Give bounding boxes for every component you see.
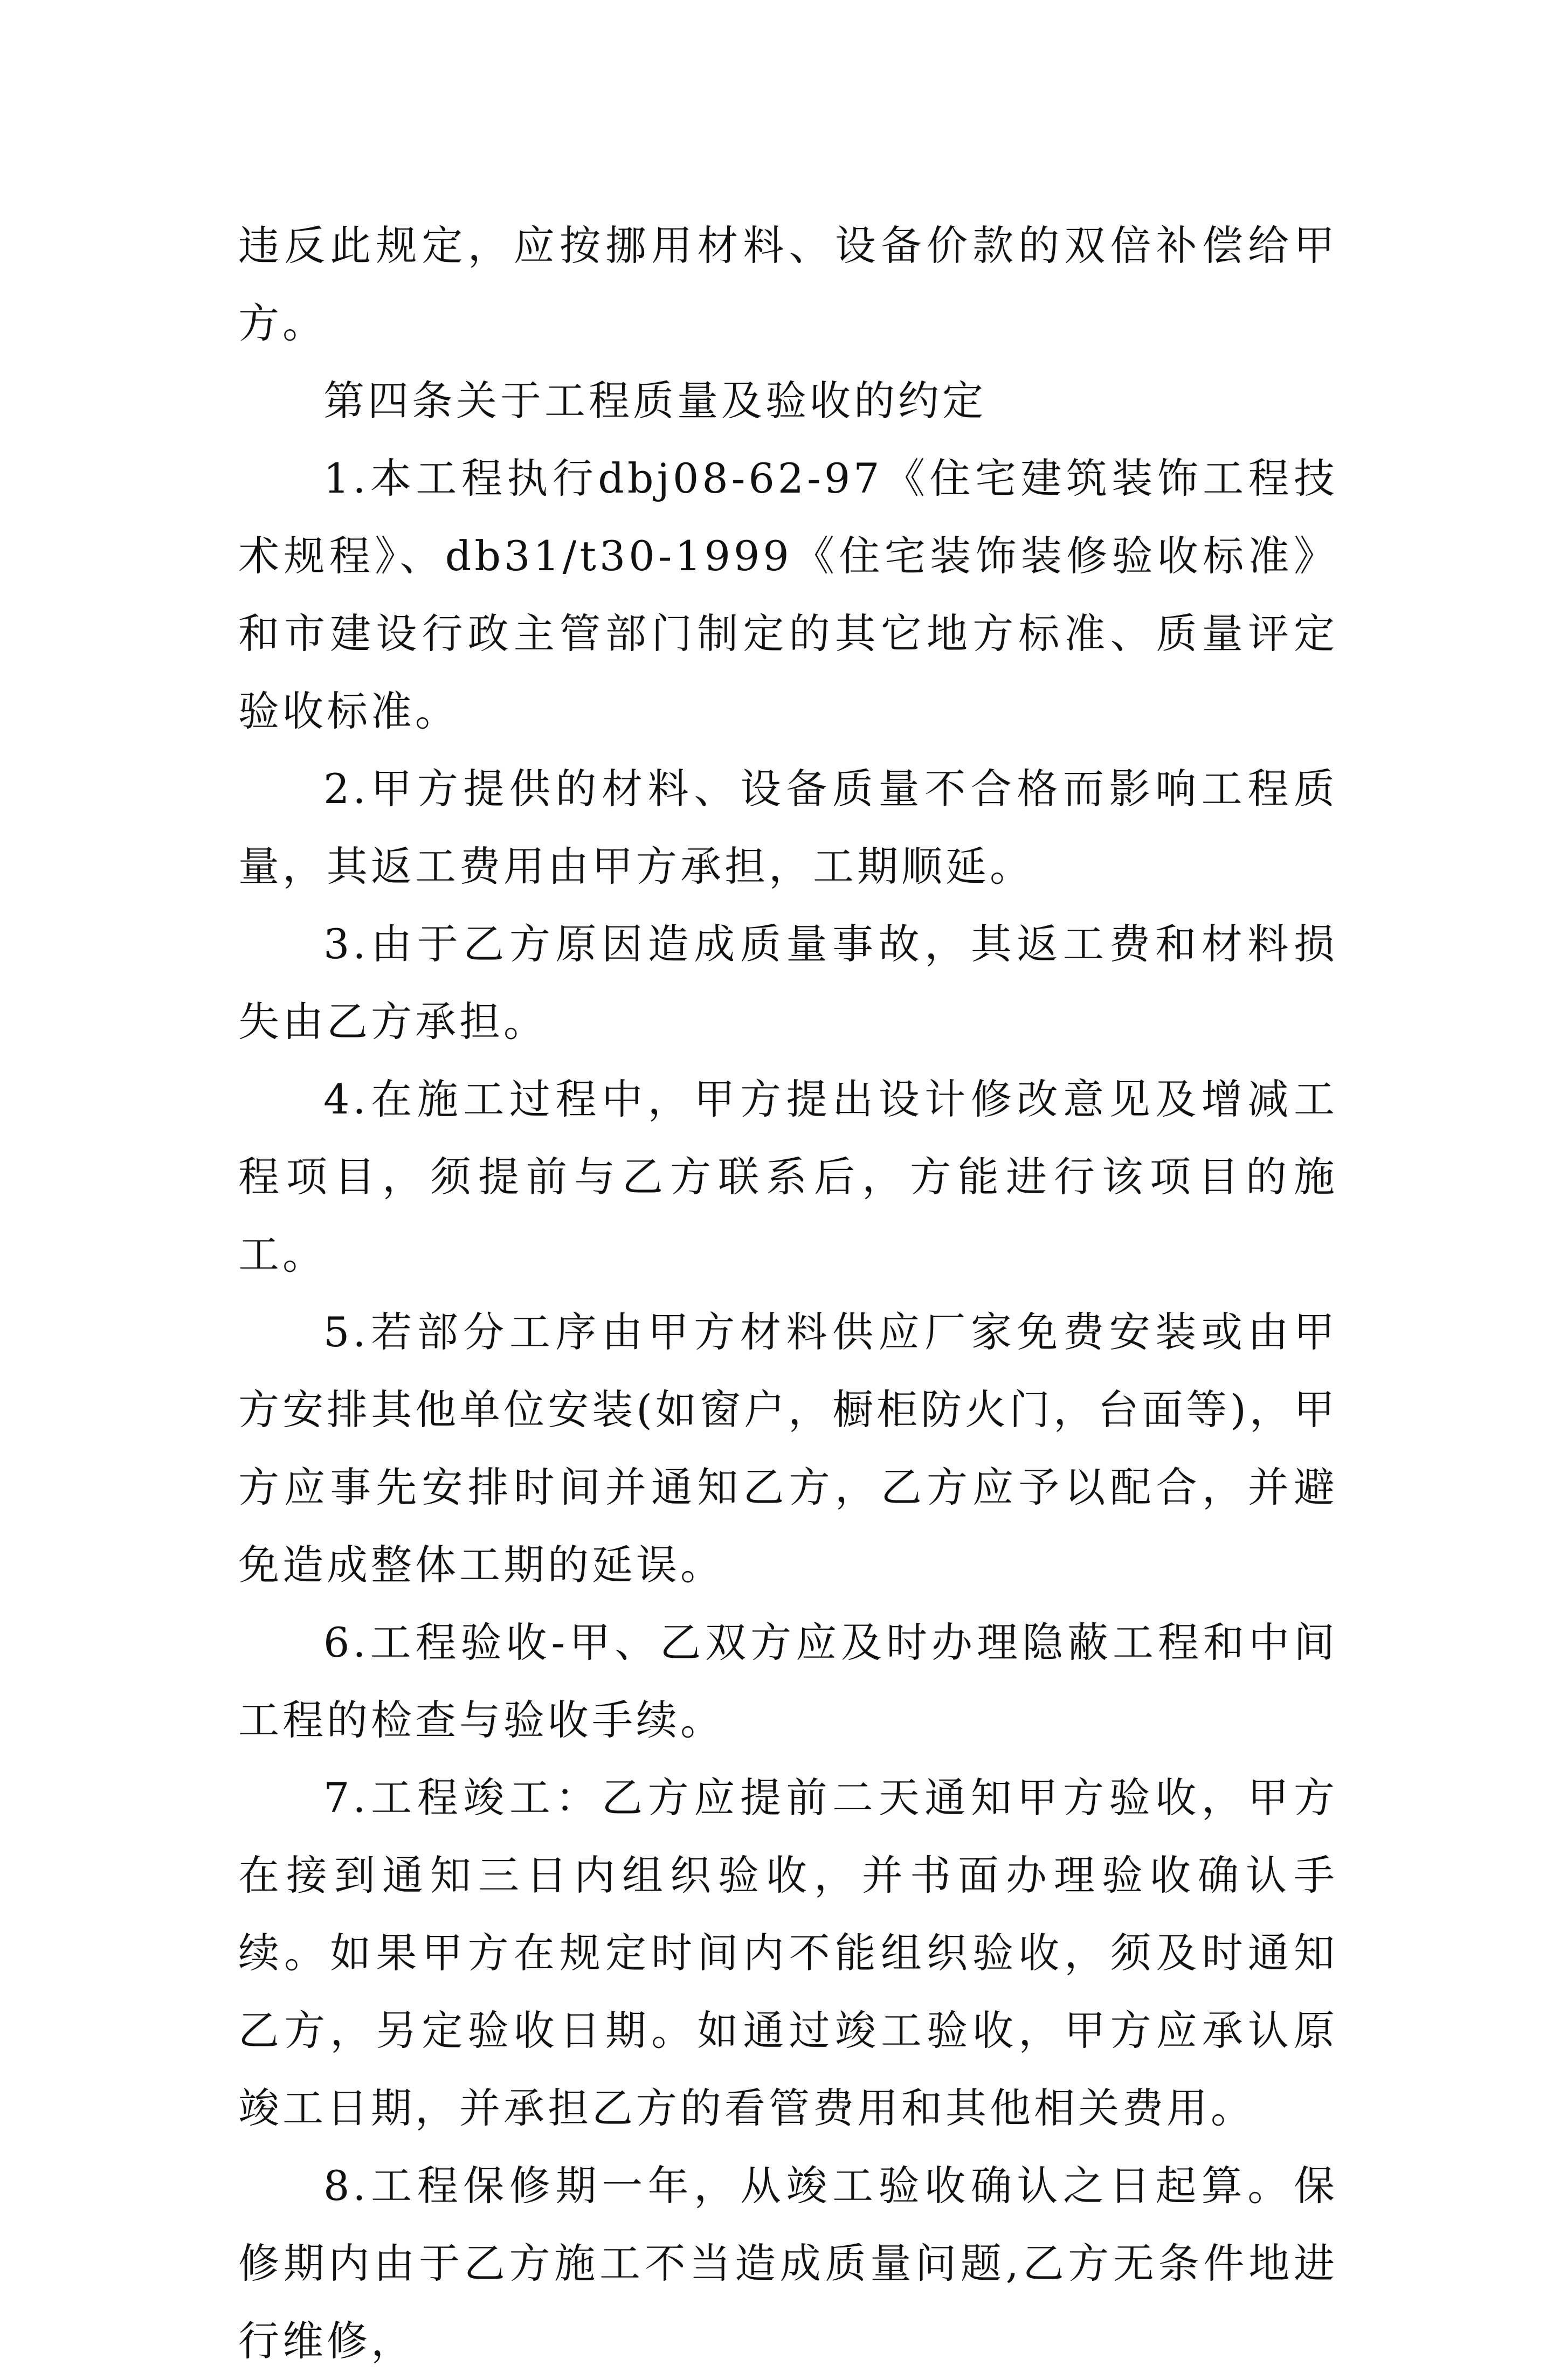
clause-5: 5.若部分工序由甲方材料供应厂家免费安装或由甲方安排其他单位安装(如窗户，橱柜防火门，台面等)，甲方应事先安排时间并通知乙方，乙方应予以配合，并避免造成整体工期的延误。 — [238, 1308, 1338, 1589]
clause-3: 3.由于乙方原因造成质量事故，其返工费和材料损失由乙方承担。 — [238, 920, 1338, 1046]
clause-4: 4.在施工过程中，甲方提出设计修改意见及增减工程项目，须提前与乙方联系后，方能进行该项目的施工。 — [238, 1075, 1338, 1278]
paragraph-continuation: 违反此规定，应按挪用材料、设备价款的双倍补偿给甲方。 — [238, 222, 1338, 347]
clause-2: 2.甲方提供的材料、设备质量不合格而影响工程质量，其返工费用由甲方承担，工期顺延。 — [238, 765, 1338, 890]
clause-6: 6.工程验收-甲、乙双方应及时办理隐蔽工程和中间工程的检查与验收手续。 — [238, 1618, 1338, 1744]
clause-1: 1.本工程执行dbj08-62-97《住宅建筑装饰工程技术规程》、db31/t30-1999《住宅装饰装修验收标准》和市建设行政主管部门制定的其它地方标准、质量评定验收标准。 — [238, 454, 1338, 735]
clause-8: 8.工程保修期一年，从竣工验收确认之日起算。保修期内由于乙方施工不当造成质量问题,乙方无条件地进行维修， — [238, 2162, 1338, 2365]
article-heading: 第四条关于工程质量及验收的约定 — [323, 377, 986, 425]
document-body — [238, 207, 1338, 2380]
clause-7: 7.工程竣工：乙方应提前二天通知甲方验收，甲方在接到通知三日内组织验收，并书面办理验收确认手续。如果甲方在规定时间内不能组织验收，须及时通知乙方，另定验收日期。如通过竣工验收，甲方应承认原竣工日期，并承担乙方的看管费用和其他相关费用。 — [238, 1774, 1338, 2132]
